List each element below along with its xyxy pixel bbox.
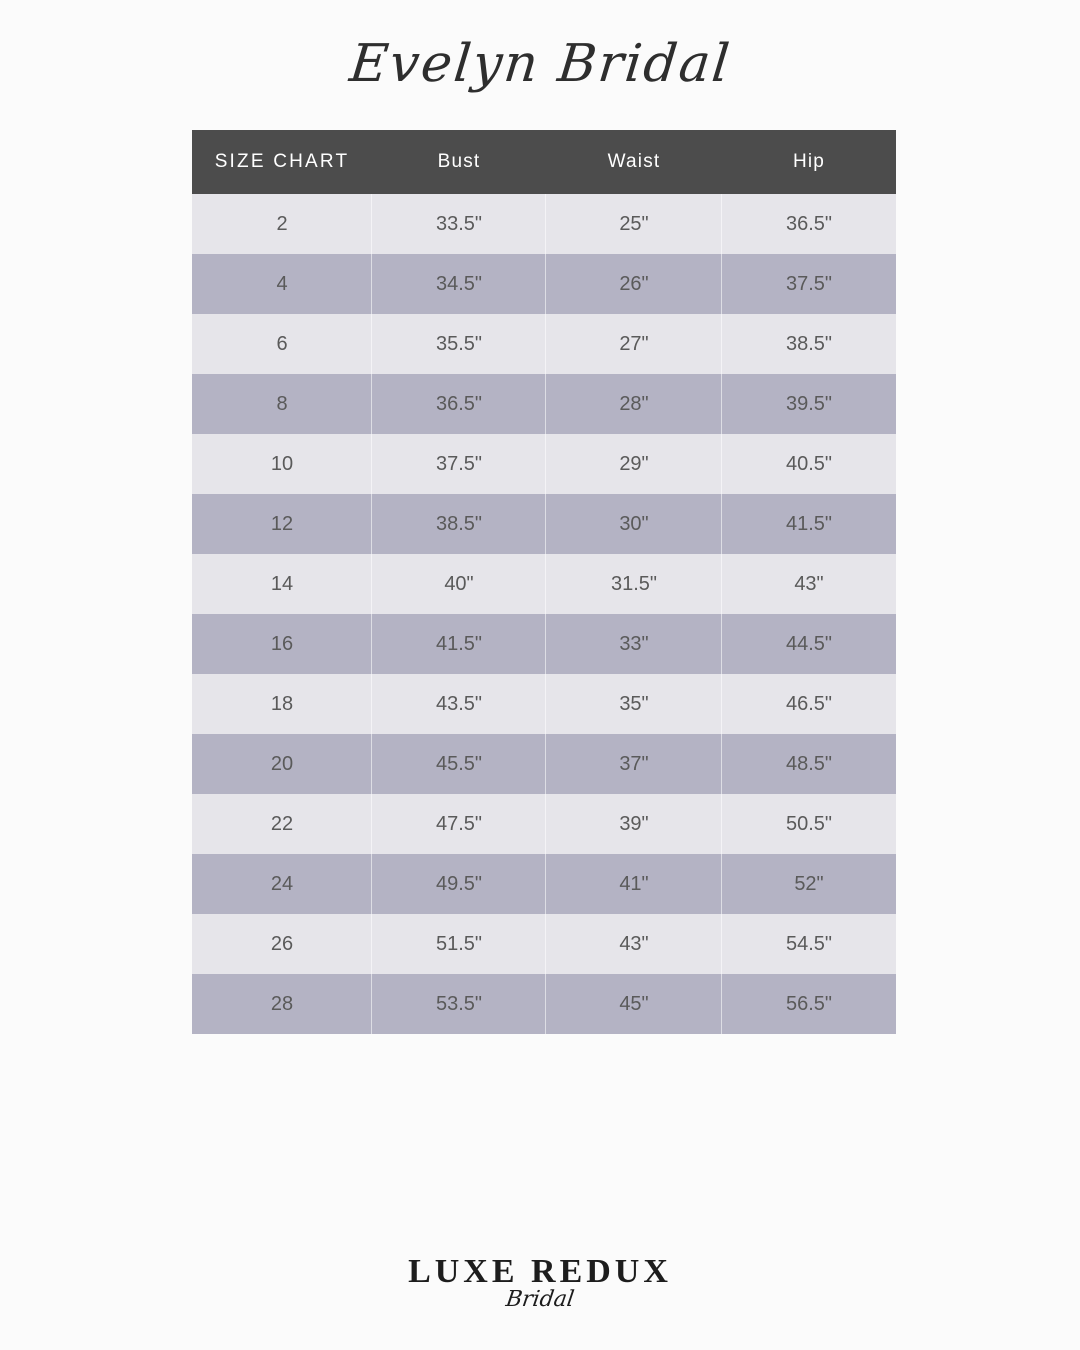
size-chart-table-wrapper [192,130,888,1034]
hip-cell: 56.5" [722,974,896,1034]
table-row [192,674,896,734]
hip-cell: 41.5" [722,494,896,554]
table-row [192,614,896,674]
bust-cell: 53.5" [372,974,546,1034]
bust-cell: 49.5" [372,854,546,914]
waist-cell: 29" [546,434,722,494]
bust-cell: 51.5" [372,914,546,974]
bust-cell: 36.5" [372,374,546,434]
footer-brand-name: LUXE REDUX [408,1253,672,1290]
waist-cell: 28" [546,374,722,434]
hip-cell: 38.5" [722,314,896,374]
table-header-row [192,130,896,194]
bust-cell: 37.5" [372,434,546,494]
size-cell: 28 [192,974,372,1034]
size-cell: 26 [192,914,372,974]
hip-cell: 50.5" [722,794,896,854]
size-cell: 6 [192,314,372,374]
column-header-size: SIZE CHART [192,130,372,194]
table-row [192,254,896,314]
hip-cell: 43" [722,554,896,614]
size-cell: 8 [192,374,372,434]
bust-cell: 33.5" [372,194,546,254]
table-row [192,794,896,854]
hip-cell: 46.5" [722,674,896,734]
waist-cell: 33" [546,614,722,674]
size-cell: 4 [192,254,372,314]
table-row [192,494,896,554]
hip-cell: 44.5" [722,614,896,674]
waist-cell: 27" [546,314,722,374]
table-row [192,314,896,374]
waist-cell: 45" [546,974,722,1034]
size-cell: 18 [192,674,372,734]
bust-cell: 43.5" [372,674,546,734]
footer-brand-sub: Bridal [504,1287,576,1312]
size-cell: 16 [192,614,372,674]
hip-cell: 37.5" [722,254,896,314]
hip-cell: 40.5" [722,434,896,494]
hip-cell: 39.5" [722,374,896,434]
table-row [192,374,896,434]
waist-cell: 43" [546,914,722,974]
hip-cell: 36.5" [722,194,896,254]
column-header-waist: Waist [546,130,722,194]
bust-cell: 47.5" [372,794,546,854]
table-header [192,130,896,194]
waist-cell: 41" [546,854,722,914]
size-cell: 2 [192,194,372,254]
size-chart-table [192,130,896,1034]
hip-cell: 52" [722,854,896,914]
page-title: Evelyn Bridal [346,34,734,94]
bust-cell: 35.5" [372,314,546,374]
hip-cell: 54.5" [722,914,896,974]
size-cell: 10 [192,434,372,494]
table-row [192,914,896,974]
size-cell: 24 [192,854,372,914]
brand-footer [0,1253,1080,1312]
waist-cell: 39" [546,794,722,854]
bust-cell: 45.5" [372,734,546,794]
bust-cell: 34.5" [372,254,546,314]
size-cell: 22 [192,794,372,854]
waist-cell: 26" [546,254,722,314]
waist-cell: 30" [546,494,722,554]
table-row [192,854,896,914]
hip-cell: 48.5" [722,734,896,794]
bust-cell: 38.5" [372,494,546,554]
column-header-hip: Hip [722,130,896,194]
size-cell: 20 [192,734,372,794]
table-row [192,434,896,494]
bust-cell: 40" [372,554,546,614]
table-row [192,734,896,794]
size-cell: 12 [192,494,372,554]
waist-cell: 37" [546,734,722,794]
table-body [192,194,896,1034]
table-row [192,974,896,1034]
bust-cell: 41.5" [372,614,546,674]
column-header-bust: Bust [372,130,546,194]
waist-cell: 31.5" [546,554,722,614]
waist-cell: 35" [546,674,722,734]
table-row [192,554,896,614]
waist-cell: 25" [546,194,722,254]
table-row [192,194,896,254]
size-cell: 14 [192,554,372,614]
